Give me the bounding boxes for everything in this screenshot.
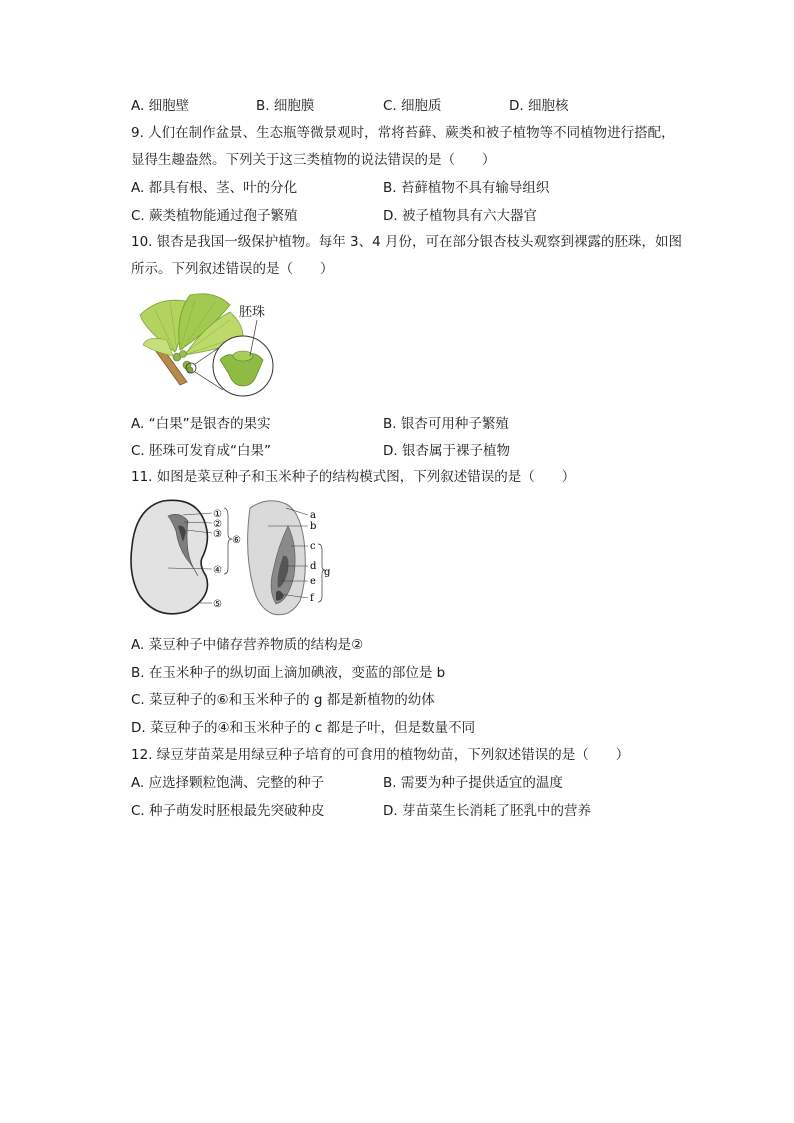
q12-option-c: C. 种子萌发时胚根最先突破种皮 (131, 803, 325, 819)
bean-label-5: ⑤ (213, 599, 222, 610)
q8-option-c: C. 细胞质 (383, 98, 442, 114)
q12-option-a: A. 应选择颗粒饱满、完整的种子 (131, 775, 325, 791)
q10-stem-line1: 10. 银杏是我国一级保护植物。每年 3、4 月份，可在部分银杏枝头观察到裸露的胚珠，如图 (131, 234, 683, 250)
q11-option-a: A. 菜豆种子中储存营养物质的结构是② (131, 637, 364, 653)
q9-option-a: A. 都具有根、茎、叶的分化 (131, 180, 298, 196)
q8-option-d: D. 细胞核 (509, 98, 569, 114)
q10-option-b: B. 银杏可用种子繁殖 (383, 416, 509, 432)
seed-structure-figure (128, 496, 338, 621)
bean-label-2: ② (213, 519, 222, 530)
q9-stem-line1: 9. 人们在制作盆景、生态瓶等微景观时，常将苔藓、蕨类和被子植物等不同植物进行搭配， (131, 125, 675, 141)
q11-option-b: B. 在玉米种子的纵切面上滴加碘液，变蓝的部位是 b (131, 665, 446, 681)
q10-option-c: C. 胚珠可发育成“白果” (131, 443, 271, 459)
q12-option-b: B. 需要为种子提供适宜的温度 (383, 775, 563, 791)
corn-label-a: a (310, 510, 316, 521)
q11-option-c: C. 菜豆种子的⑥和玉米种子的 g 都是新植物的幼体 (131, 692, 435, 708)
corn-label-f: f (310, 593, 314, 604)
q9-stem-line2: 显得生趣盎然。下列关于这三类植物的说法错误的是（ ） (131, 152, 496, 168)
q8-option-b: B. 细胞膜 (256, 98, 315, 114)
q12-stem-line1: 12. 绿豆芽苗菜是用绿豆种子培育的可食用的植物幼苗，下列叙述错误的是（ ） (131, 747, 630, 763)
q10-option-a: A. “白果”是银杏的果实 (131, 416, 271, 432)
ginkgo-figure (135, 290, 285, 400)
q12-option-d: D. 芽苗菜生长消耗了胚乳中的营养 (383, 803, 591, 819)
q8-option-a: A. 细胞壁 (131, 98, 190, 114)
bean-label-4: ④ (213, 565, 222, 576)
q9-option-d: D. 被子植物具有六大器官 (383, 208, 537, 224)
q10-stem-line2: 所示。下列叙述错误的是（ ） (131, 261, 334, 277)
q11-stem-line1: 11. 如图是菜豆种子和玉米种子的结构模式图，下列叙述错误的是（ ） (131, 469, 576, 485)
corn-label-b: b (310, 521, 317, 532)
corn-label-e: e (310, 576, 316, 587)
q11-option-d: D. 菜豆种子的④和玉米种子的 c 都是子叶，但是数量不同 (131, 720, 476, 736)
bean-label-1: ① (213, 509, 222, 520)
q10-option-d: D. 银杏属于裸子植物 (383, 443, 510, 459)
bean-label-6: ⑥ (232, 535, 241, 546)
q9-option-b: B. 苔藓植物不具有输导组织 (383, 180, 550, 196)
corn-label-d: d (310, 561, 317, 572)
corn-label-c: c (310, 541, 316, 552)
bean-label-3: ③ (213, 529, 222, 540)
ovule-label: 胚珠 (239, 305, 266, 320)
q9-option-c: C. 蕨类植物能通过孢子繁殖 (131, 208, 298, 224)
corn-label-g: g (324, 567, 331, 578)
